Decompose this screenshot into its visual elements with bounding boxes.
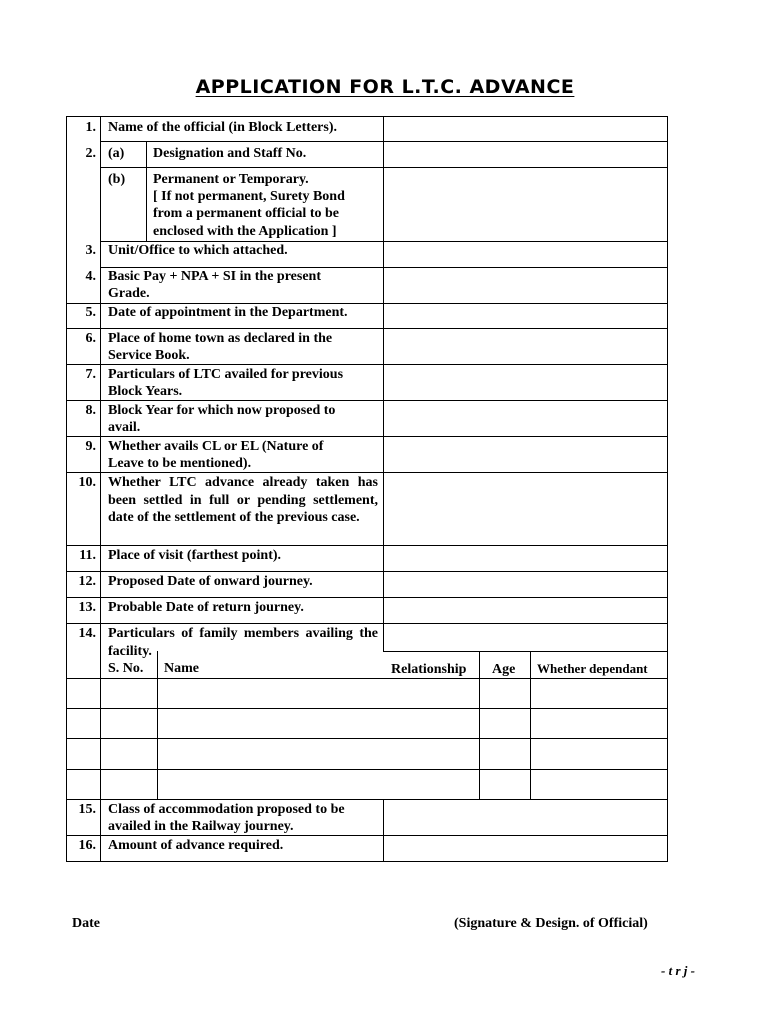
initials-mark: - t r j -	[661, 963, 695, 978]
answer-field-return-date[interactable]	[384, 598, 667, 623]
item-number: 6.	[85, 331, 96, 346]
item-number: 11.	[79, 548, 96, 563]
item-number: 1.	[85, 120, 96, 135]
item-label-leave-type: Whether avails CL or EL (Nature of	[108, 439, 324, 454]
item-label-family-members: Particulars of family members availing the facility.	[108, 626, 378, 659]
answer-field-block-year[interactable]	[384, 401, 667, 436]
form-title: APPLICATION FOR L.T.C. ADVANCE	[195, 76, 575, 98]
item-label-permanent-temporary: Permanent or Temporary.	[153, 172, 309, 187]
item-label-designation: Designation and Staff No.	[153, 146, 307, 161]
item-label-return-date: Probable Date of return journey.	[108, 600, 304, 615]
answer-field-advance-amount[interactable]	[384, 836, 667, 861]
item-label-place-of-visit: Place of visit (farthest point).	[108, 548, 282, 563]
item-label-basic-pay: Basic Pay + NPA + SI in the present	[108, 269, 322, 284]
answer-field-permanent-temporary[interactable]	[384, 168, 667, 241]
family-header-name: Name	[164, 661, 199, 676]
item-label-home-town: Service Book.	[108, 348, 190, 363]
item-number: 9.	[85, 439, 96, 454]
item-number: 16.	[78, 838, 96, 853]
item-label-previous-ltc: Particulars of LTC availed for previous	[108, 367, 344, 382]
family-header-dependant: Whether dependant	[537, 661, 648, 676]
row-line	[66, 623, 668, 624]
answer-field-leave-type[interactable]	[384, 437, 667, 472]
item-label-block-year: avail.	[108, 420, 141, 435]
item-label-permanent-temporary: from a permanent official to be	[153, 206, 339, 221]
form-border-bottom	[66, 861, 668, 862]
item-number: 15.	[78, 802, 96, 817]
family-row-2[interactable]	[67, 709, 667, 738]
form-border-right	[667, 116, 668, 862]
item-number: 13.	[78, 600, 96, 615]
family-header-age: Age	[492, 662, 516, 677]
item-number: 4.	[85, 269, 96, 284]
item-label-block-year: Block Year for which now proposed to	[108, 403, 336, 418]
answer-field-designation[interactable]	[384, 142, 667, 167]
item-label-leave-type: Leave to be mentioned).	[108, 456, 252, 471]
item-label-official-name: Name of the official (in Block Letters).	[108, 120, 337, 135]
item-number: 8.	[85, 403, 96, 418]
item-label-onward-date: Proposed Date of onward journey.	[108, 574, 313, 589]
item-label-accommodation-class: availed in the Railway journey.	[108, 819, 294, 834]
sub-item-marker: (b)	[108, 172, 126, 187]
family-row-1[interactable]	[67, 679, 667, 708]
sub-item-marker: (a)	[108, 146, 125, 161]
answer-field-basic-pay[interactable]	[384, 268, 667, 303]
item-label-advance-settlement: Whether LTC advance already taken has been settled in full or pending settlement, date of the settlement of the previous case.	[108, 475, 378, 525]
item-label-permanent-temporary: enclosed with the Application ]	[153, 224, 337, 239]
item-label-appointment-date: Date of appointment in the Department.	[108, 305, 348, 320]
item-number: 2.	[85, 146, 96, 161]
item-number: 3.	[85, 243, 96, 258]
sub-item-divider	[146, 141, 147, 241]
answer-field-advance-settlement[interactable]	[384, 473, 667, 545]
answer-field-previous-ltc[interactable]	[384, 365, 667, 400]
answer-field-unit-office[interactable]	[384, 242, 667, 267]
answer-field-accommodation-class[interactable]	[384, 800, 667, 835]
item-label-home-town: Place of home town as declared in the	[108, 331, 333, 346]
answer-field-place-of-visit[interactable]	[384, 546, 667, 571]
family-header-relationship: Relationship	[391, 662, 467, 677]
date-label: Date	[72, 916, 100, 931]
item-label-accommodation-class: Class of accommodation proposed to be	[108, 802, 345, 817]
item-label-advance-amount: Amount of advance required.	[108, 838, 284, 853]
answer-field-official-name[interactable]	[384, 117, 667, 141]
row-line	[383, 651, 668, 652]
item-number: 10.	[78, 475, 96, 490]
signature-label: (Signature & Design. of Official)	[454, 916, 648, 931]
item-number: 12.	[78, 574, 96, 589]
family-row-3[interactable]	[67, 739, 667, 769]
family-header-sno: S. No.	[108, 661, 144, 676]
ltc-application-form	[66, 116, 668, 862]
item-label-unit-office: Unit/Office to which attached.	[108, 243, 288, 258]
item-label-permanent-temporary: [ If not permanent, Surety Bond	[153, 189, 345, 204]
item-number: 14.	[78, 626, 96, 641]
answer-field-appointment-date[interactable]	[384, 304, 667, 328]
item-label-previous-ltc: Block Years.	[108, 384, 183, 399]
item-number: 7.	[85, 367, 96, 382]
family-row-4[interactable]	[67, 770, 667, 799]
item-label-basic-pay: Grade.	[108, 286, 150, 301]
item-number: 5.	[85, 305, 96, 320]
answer-field-home-town[interactable]	[384, 329, 667, 364]
answer-field-onward-date[interactable]	[384, 572, 667, 597]
